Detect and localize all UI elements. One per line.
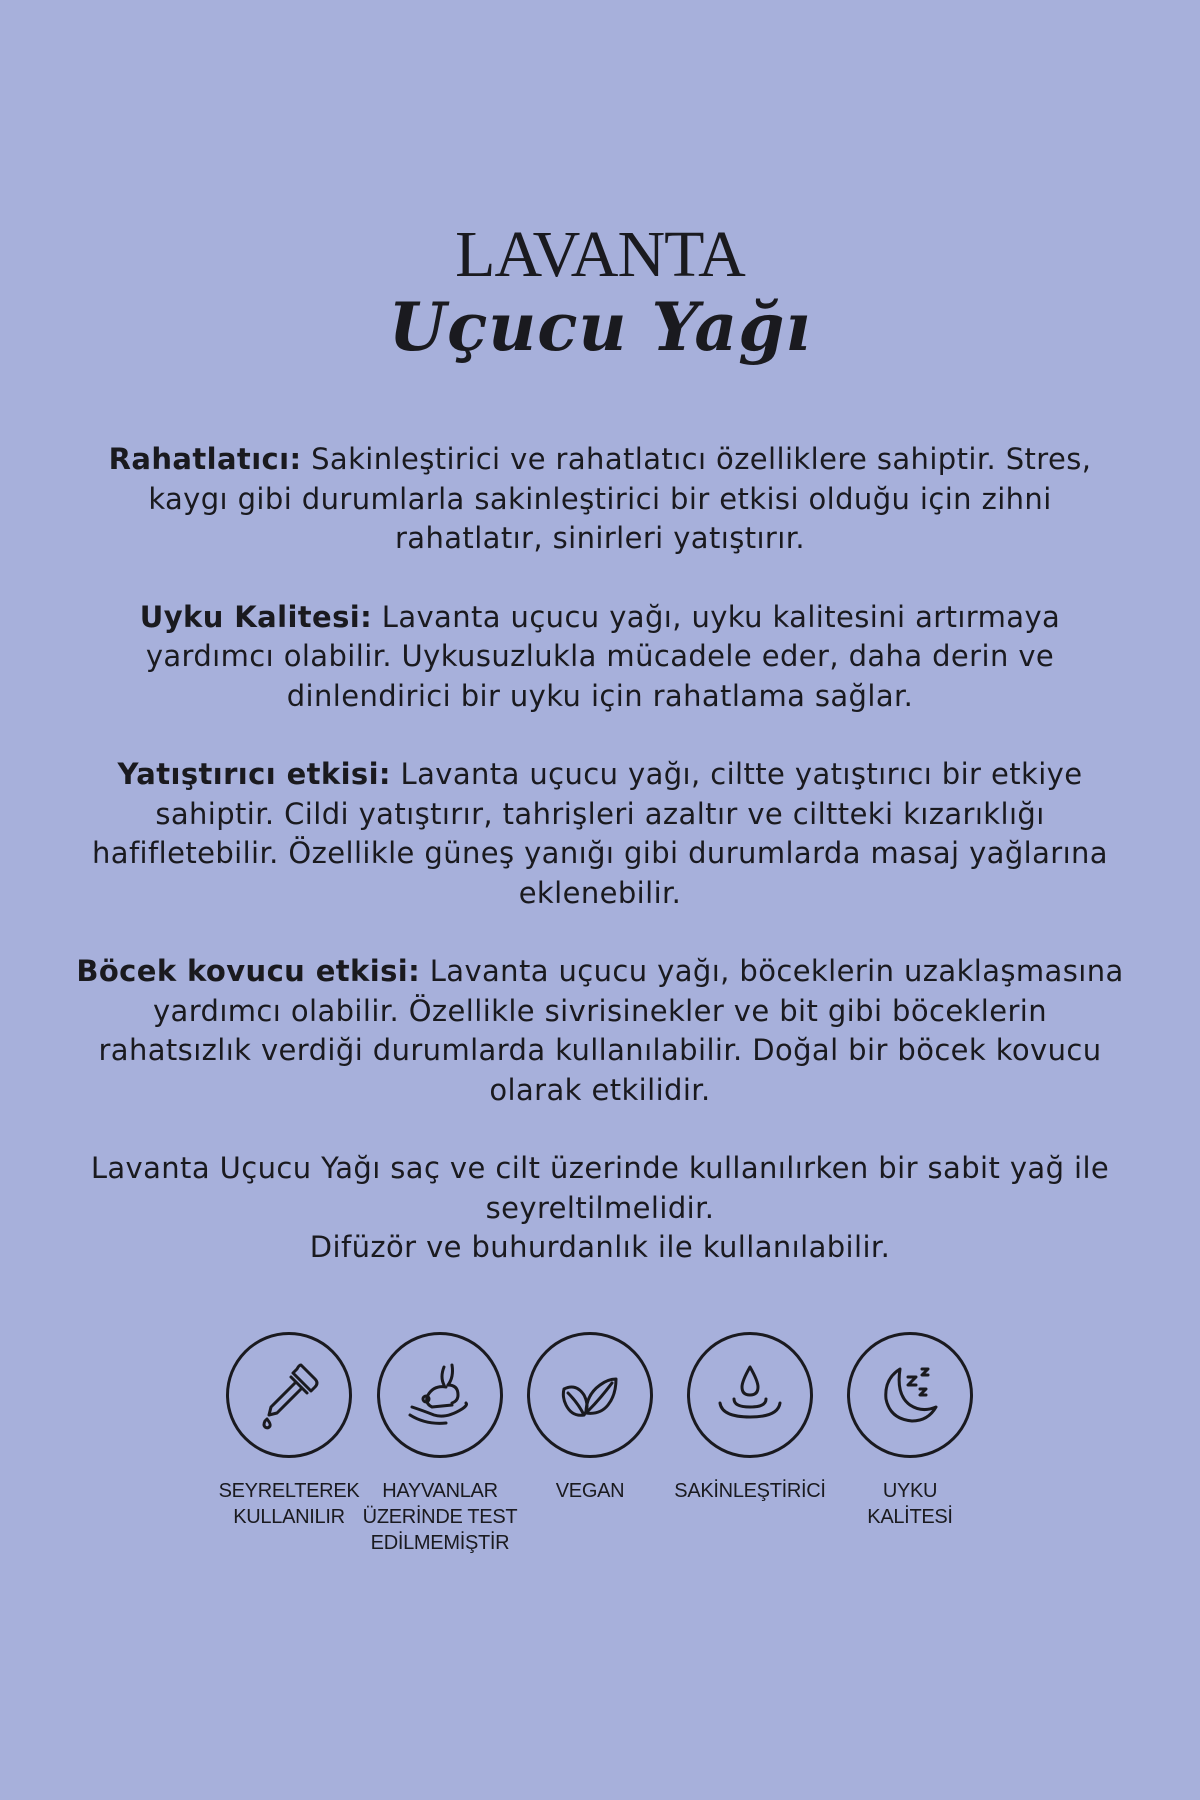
water-drop-icon	[687, 1332, 813, 1458]
paragraph-heading: Rahatlatıcı:	[108, 442, 302, 476]
moon-sleep-icon	[847, 1332, 973, 1458]
usage-note	[75, 1149, 1125, 1268]
paragraph-sleep-quality	[75, 598, 1125, 717]
rabbit-hand-icon	[377, 1332, 503, 1458]
feature-icons	[0, 1332, 1200, 1572]
feature-vegan	[505, 1332, 675, 1504]
feature-label: HAYVANLAR ÜZERİNDE TEST EDİLMEMİŞTİR	[362, 1480, 518, 1554]
usage-note-line: Difüzör ve buhurdanlık ile kullanılabilir.	[309, 1230, 891, 1264]
feature-calming	[665, 1332, 835, 1504]
paragraph-soothing	[75, 755, 1125, 913]
description	[75, 440, 1125, 1268]
feature-label: SEYRELTEREK KULLANILIR	[218, 1480, 360, 1528]
paragraph-relaxing	[75, 440, 1125, 559]
feature-dilute	[204, 1332, 374, 1530]
dropper-icon	[226, 1332, 352, 1458]
paragraph-text: Lavanta uçucu yağı, uyku kalitesini artırmaya yardımcı olabilir. Uykusuzlukla mücadele eder, daha derin ve dinlendirici bir uyku için rahatlama sağlar.	[145, 599, 1061, 713]
paragraph-heading: Uyku Kalitesi:	[139, 599, 373, 634]
paragraph-insect-repellent	[75, 952, 1125, 1110]
paragraph-text: Sakinleştirici ve rahatlatıcı özelliklere sahiptir. Stres, kaygı gibi durumlarla sakinleştirici bir etkisi olduğu için zihni rahatlatır, sinirleri yatıştırır.	[148, 442, 1092, 555]
leaf-icon	[527, 1332, 653, 1458]
paragraph-text: Lavanta uçucu yağı, ciltte yatıştırıcı bir etkiye sahiptir. Cildi yatıştırır, tahrişleri azaltır ve ciltteki kızarıklığı hafifletebilir. Özellikle güneş yanığı gibi durumlarda masaj yağlarına eklenebilir.	[92, 757, 1108, 910]
feature-label: UYKU KALİTESİ	[867, 1480, 953, 1528]
feature-label: VEGAN	[555, 1480, 625, 1502]
usage-note-line: Lavanta Uçucu Yağı saç ve cilt üzerinde kullanılırken bir sabit yağ ile seyreltilmelidir.	[90, 1151, 1110, 1225]
feature-cruelty-free	[355, 1332, 525, 1556]
feature-sleep-quality	[825, 1332, 995, 1530]
feature-label: SAKİNLEŞTİRİCİ	[674, 1480, 826, 1502]
paragraph-heading: Böcek kovucu etkisi:	[76, 954, 421, 988]
product-title: LAVANTA	[455, 218, 745, 291]
paragraph-text: Lavanta uçucu yağı, böceklerin uzaklaşmasına yardımcı olabilir. Özellikle sivrisinekler ve bit gibi böceklerin rahatsızlık verdiği durumlarda kullanılabilir. Doğal bir böcek kovucu olarak etkilidir.	[98, 954, 1124, 1107]
product-subtitle: Uçucu Yağı	[388, 288, 812, 366]
paragraph-heading: Yatıştırıcı etkisi:	[117, 757, 391, 791]
